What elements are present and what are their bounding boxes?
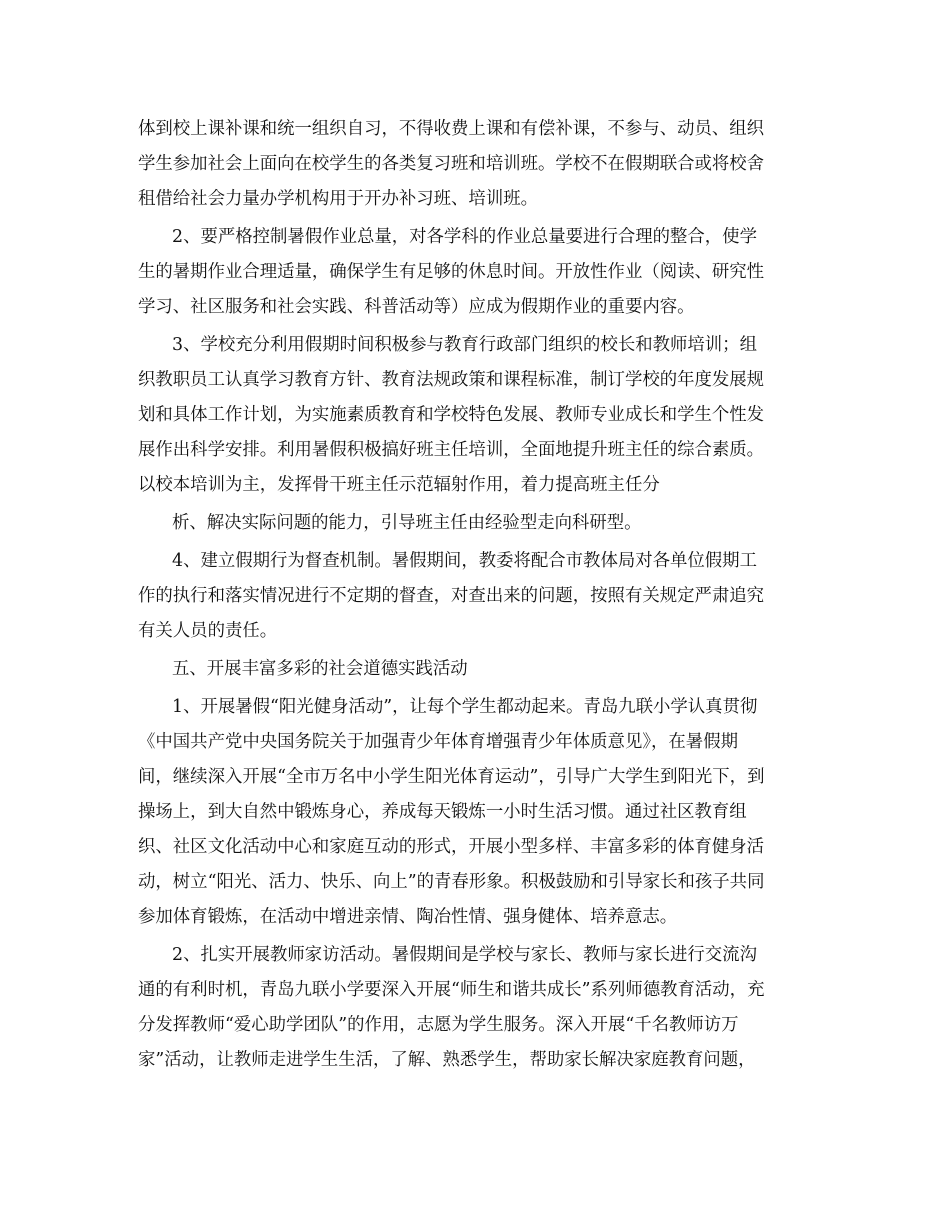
text-line: 织、社区文化活动中心和家庭互动的形式，开展小型多样、丰富多彩的体育健身活: [138, 837, 765, 857]
text-line: 生的暑期作业合理适量，确保学生有足够的休息时间。开放性作业（阅读、研究性: [138, 262, 765, 282]
text-line: 1、开展暑假“阳光健身活动”，让每个学生都动起来。青岛九联小学认真贯彻: [172, 697, 758, 717]
text-line: 动，树立“阳光、活力、快乐、向上”的青春形象。积极鼓励和引导家长和孩子共同: [138, 872, 765, 892]
text-line: 展作出科学安排。利用暑假积极搞好班主任培训，全面地提升班主任的综合素质。: [138, 440, 765, 460]
text-line: 有关人员的责任。: [138, 621, 278, 641]
text-line: 通的有利时机，青岛九联小学要深入开展“师生和谐共成长”系列师德教育活动，充: [138, 980, 765, 1000]
text-line: 家”活动，让教师走进学生生活，了解、熟悉学生，帮助家长解决家庭教育问题，: [138, 1050, 756, 1070]
text-line: 体到校上课补课和统一组织自习，不得收费上课和有偿补课，不参与、动员、组织: [138, 119, 765, 139]
text-line: 间，继续深入开展“全市万名中小学生阳光体育运动”，引导广大学生到阳光下，到: [138, 767, 765, 787]
text-line: 2、要严格控制暑假作业总量，对各学科的作业总量要进行合理的整合，使学: [172, 227, 757, 247]
text-line: 析、解决实际问题的能力，引导班主任由经验型走向科研型。: [172, 513, 642, 533]
text-line: 学习、社区服务和社会实践、科普活动等）应成为假期作业的重要内容。: [138, 297, 695, 317]
text-line: 4、建立假期行为督查机制。暑假期间，教委将配合市教体局对各单位假期工: [172, 551, 757, 571]
text-line: 《中国共产党中央国务院关于加强青少年体育增强青少年体质意见》，在暑假期: [138, 732, 738, 752]
text-line: 织教职员工认真学习教育方针、教育法规政策和课程标准，制订学校的年度发展规: [138, 370, 765, 390]
text-line: 划和具体工作计划，为实施素质教育和学校特色发展、教师专业成长和学生个性发: [138, 405, 765, 425]
text-line: 作的执行和落实情况进行不定期的督查，对查出来的问题，按照有关规定严肃追究: [138, 586, 765, 606]
text-line: 分发挥教师“爱心助学团队”的作用，志愿为学生服务。深入开展“千名教师访万: [138, 1015, 739, 1035]
section-heading: 五、开展丰富多彩的社会道德实践活动: [172, 659, 468, 679]
text-line: 3、学校充分利用假期时间积极参与教育行政部门组织的校长和教师培训；组: [172, 335, 757, 355]
text-line: 学生参加社会上面向在校学生的各类复习班和培训班。学校不在假期联合或将校舍: [138, 154, 765, 174]
text-line: 操场上，到大自然中锻炼身心，养成每天锻炼一小时生活习惯。通过社区教育组: [138, 802, 747, 822]
text-line: 2、扎实开展教师家访活动。暑假期间是学校与家长、教师与家长进行交流沟: [172, 945, 757, 965]
text-line: 租借给社会力量办学机构用于开办补习班、培训班。: [138, 189, 538, 209]
text-line: 以校本培训为主，发挥骨干班主任示范辐射作用，着力提高班主任分: [138, 475, 660, 495]
text-line: 参加体育锻炼，在活动中增进亲情、陶冶性情、强身健体、培养意志。: [138, 907, 678, 927]
